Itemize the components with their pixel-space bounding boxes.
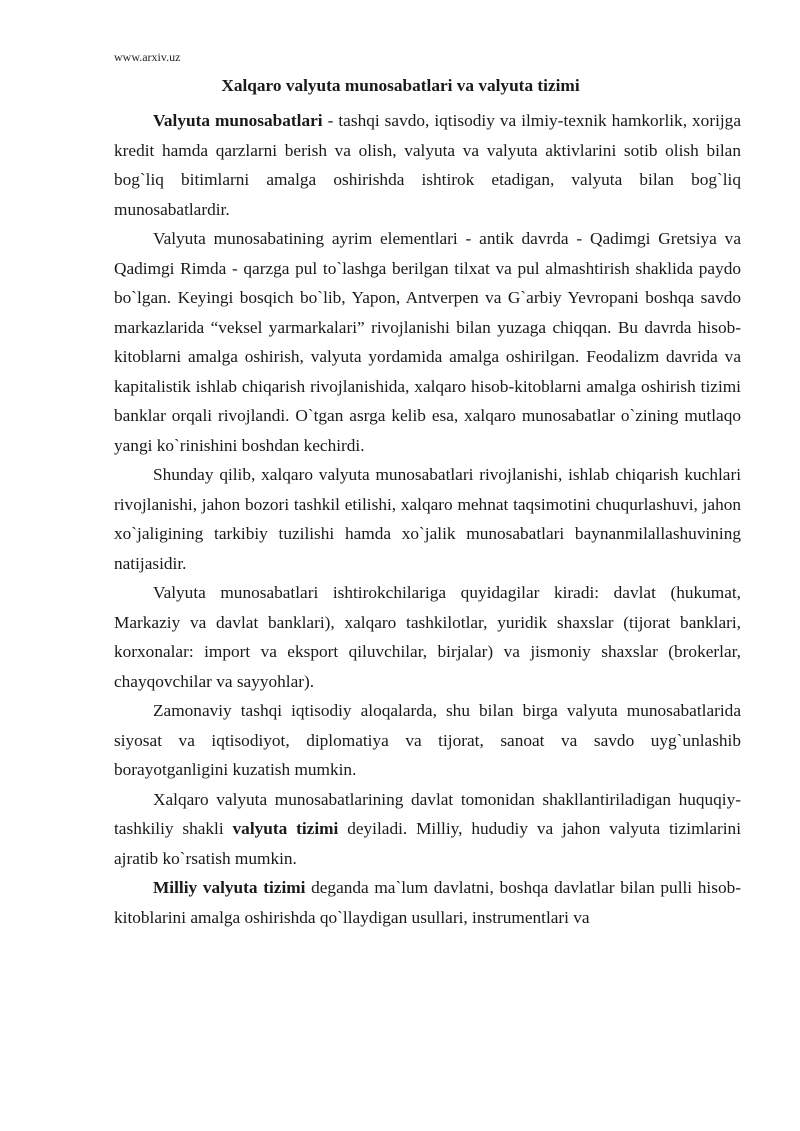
term-valyuta-munosabatlari: Valyuta munosabatlari — [153, 111, 323, 130]
paragraph-modern-relations: Zamonaviy tashqi iqtisodiy aloqalarda, shu bilan birga valyuta munosabatlarida siyosat va iqtisodiyot, diplomatiya va tijorat, sanoat va savdo uyg`unlashib borayotganligini kuzatish mumkin. — [114, 701, 741, 779]
paragraph-text: - tashqi savdo, iqtisodiy va ilmiy-texnik hamkorlik, xorijga kredit hamda qarzlarni berish va olish, valyuta va valyuta aktivlarini sotib olish bilan bog`liq bitimlarni amalga oshirishda ishtirok etadigan, valyuta bilan bog`liq munosabatlardir. — [114, 111, 741, 219]
paragraph-valyuta-tizimi — [114, 785, 741, 874]
term-valyuta-tizimi: valyuta tizimi — [232, 819, 339, 838]
paragraph-milliy-valyuta-tizimi — [114, 873, 741, 932]
term-milliy-valyuta-tizimi: Milliy valyuta tizimi — [153, 878, 306, 897]
document-body — [114, 106, 741, 932]
document-title: Xalqaro valyuta munosabatlari va valyuta tizimi — [221, 76, 580, 95]
paragraph-text: deyiladi. Milliy, hududiy va jahon valyuta tizimlarini ajratib ko`rsatish mumkin. — [114, 819, 741, 868]
paragraph-participants: Valyuta munosabatlari ishtirokchilariga quyidagilar kiradi: davlat (hukumat, Markaziy va davlat banklari), xalqaro tashkilotlar, yuridik shaxslar (tijorat banklari, korxonalar: import va eksport qiluvchilar, birjalar) va jismoniy shaxslar (brokerlar, chayqovchilar va sayyohlar). — [114, 583, 741, 691]
paragraph-valyuta-munosabatlari — [114, 106, 741, 224]
paragraph-text: Xalqaro valyuta munosabatlarining davlat tomonidan shakllantiriladigan huquqiy-tashkiliy shakli — [114, 789, 741, 838]
paragraph-development: Shunday qilib, xalqaro valyuta munosabatlari rivojlanishi, ishlab chiqarish kuchlari rivojlanishi, jahon bozori tashkil etilishi, xalqaro mehnat taqsimotini chuqurlashuvi, jahon xo`jaligining tarkibiy tuzilishi hamda xo`jalik munosabatlari baynanmilallashuvining natijasidir. — [114, 465, 741, 573]
paragraph-text: deganda ma`lum davlatni, boshqa davlatlar bilan pulli hisob-kitoblarini amalga oshirishda qo`llaydigan usullari, instrumentlari va — [114, 878, 741, 927]
source-url: www.arxiv.uz — [114, 50, 181, 64]
paragraph-history: Valyuta munosabatining ayrim elementlari - antik davrda - Qadimgi Gretsiya va Qadimgi Rimda - qarzga pul to`lashga berilgan tilxat va pul almashtirish shaklida paydo bo`lgan. Keyingi bosqich bo`lib, Yapon, Antverpen va G`arbiy Yevropani boshqa savdo markazlarida “veksel yarmarkalari” rivojlanishi bilan yuzaga chiqqan. Bu davrda hisob-kitoblarni amalga oshirish, valyuta yordamida amalga oshirilgan. Feodalizm davrida va kapitalistik ishlab chiqarish rivojlanishida, xalqaro hisob-kitoblarni amalga oshirish tizimi banklar orqali rivojlandi. O`tgan asrga kelib esa, xalqaro munosabatlar o`zining mutlaqo yangi ko`rinishini boshdan kechirdi. — [114, 229, 741, 455]
